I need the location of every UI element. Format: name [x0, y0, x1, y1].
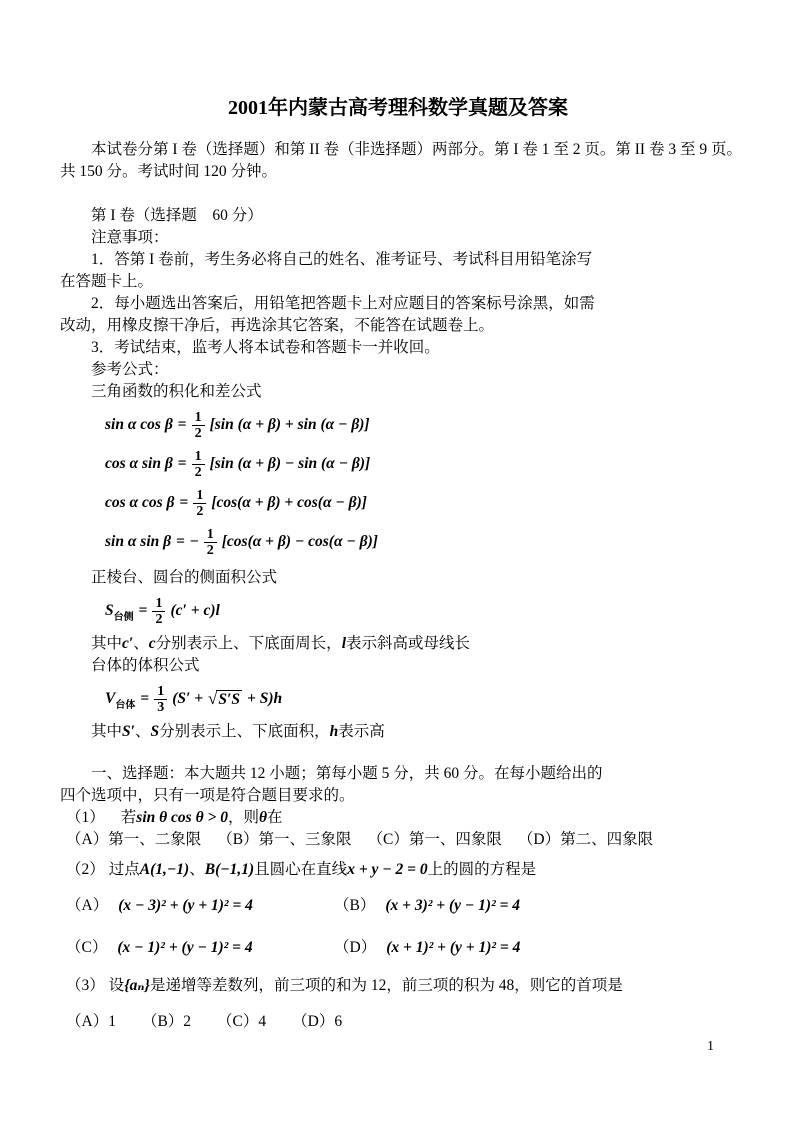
lateral-area-heading: 正棱台、圆台的侧面积公式 — [91, 569, 278, 586]
option-b — [334, 895, 520, 917]
equals-sign: = — [138, 602, 148, 619]
volume-note — [60, 721, 736, 743]
formula-rhs: [cos(α + β) − cos(α − β)] — [221, 533, 378, 550]
fraction-denominator: 2 — [194, 425, 202, 441]
question-3-options — [60, 1011, 736, 1033]
symbol-with-subscript — [105, 690, 136, 711]
trig-formulas-heading: 三角函数的积化和差公式 — [91, 383, 262, 400]
question-math: x + y − 2 = 0 — [347, 861, 428, 878]
note-text: 其中 — [91, 723, 123, 740]
note-text: 分别表示上、下底面积， — [159, 723, 330, 740]
option-formula: (x − 3)² + (y + 1)² = 4 — [118, 897, 253, 914]
reference-heading: 参考公式： — [91, 361, 169, 378]
option-d: （D）第二、四象限 — [517, 831, 654, 848]
question-text: 若 — [120, 809, 137, 826]
option-formula: (x + 1)² + (y + 1)² = 4 — [386, 939, 521, 956]
note-text: 表示斜高或母线长 — [346, 635, 471, 652]
formula-product-to-sum-2 — [105, 447, 736, 481]
formula-lhs: sin α cos β — [105, 416, 173, 433]
formula-product-to-sum-1 — [105, 408, 736, 442]
lateral-area-note — [60, 633, 736, 655]
fraction-denominator: 2 — [155, 611, 163, 627]
volume-heading: 台体的体积公式 — [91, 657, 200, 674]
note-text: 其中 — [91, 635, 123, 652]
question-math: θ — [258, 809, 268, 826]
option-label: （A） — [66, 897, 109, 914]
formula-rhs-left: (S′ + — [172, 690, 204, 707]
intro-line-2: 共 150 分。考试时间 120 分钟。 — [60, 163, 278, 180]
note-text: 分别表示上、下底面周长， — [155, 635, 342, 652]
symbol-with-subscript — [105, 602, 134, 623]
question-1-options — [60, 829, 736, 851]
question-number: （2） — [66, 861, 105, 878]
fraction — [192, 410, 205, 441]
equals-sign: = — [179, 494, 189, 511]
fraction-numerator: 1 — [192, 449, 205, 465]
fraction-numerator: 1 — [192, 410, 205, 426]
formula-product-to-sum-4 — [105, 525, 736, 559]
note-line-1b: 在答题卡上。 — [60, 273, 154, 290]
fraction-denominator: 2 — [206, 542, 214, 558]
option-c — [66, 937, 334, 959]
option-b: （B）第一、三象限 — [217, 831, 352, 848]
equals-sign: = — [176, 533, 185, 550]
formula-lhs: cos α cos β — [105, 494, 175, 511]
option-label: （B） — [334, 897, 376, 914]
option-d: （D）6 — [292, 1013, 343, 1030]
equals-sign: = — [177, 455, 187, 472]
formula-symbol: V — [105, 690, 116, 707]
formula-lateral-area — [105, 594, 736, 628]
question-number: （1） — [66, 809, 105, 826]
fraction-numerator: 1 — [154, 684, 167, 700]
notes-heading: 注意事项： — [91, 229, 169, 246]
question-math: sin θ cos θ > 0 — [136, 809, 228, 826]
page-title: 2001年内蒙古高考理科数学真题及答案 — [228, 97, 568, 119]
question-1 — [60, 807, 736, 829]
sqrt-radical-icon: √ — [208, 688, 218, 708]
question-text: 、 — [189, 861, 205, 878]
math-symbol: l — [341, 635, 346, 652]
math-symbol: S′ — [122, 723, 135, 740]
option-formula: (x + 3)² + (y − 1)² = 4 — [385, 897, 521, 914]
note-line-3: 3．考试结束，监考人将本试卷和答题卡一并收回。 — [91, 339, 440, 356]
option-label: （D） — [334, 939, 377, 956]
formula-rhs: [cos(α + β) + cos(α − β)] — [211, 494, 367, 511]
formula-lhs: cos α sin β — [105, 455, 173, 472]
choice-section-line-2: 四个选项中，只有一项是符合题目要求的。 — [60, 787, 355, 804]
page-number: 1 — [707, 1039, 714, 1054]
option-a: （A）第一、二象限 — [66, 831, 202, 848]
option-b: （B）2 — [141, 1013, 192, 1030]
fraction — [204, 527, 217, 558]
option-label: （C） — [66, 939, 108, 956]
question-text: 且圆心在直线 — [254, 861, 348, 878]
note-text: 、 — [133, 635, 149, 652]
fraction-denominator: 3 — [157, 699, 165, 715]
question-2-options-row-2 — [66, 937, 736, 959]
formula-rhs: (c′ + c)l — [170, 602, 220, 619]
question-text: 在 — [267, 809, 283, 826]
formula-lhs: sin α sin β — [105, 533, 172, 550]
math-symbol: S — [150, 723, 160, 740]
option-a: （A）1 — [66, 1013, 116, 1030]
question-number: （3） — [66, 977, 105, 994]
option-formula: (x − 1)² + (y − 1)² = 4 — [117, 939, 253, 956]
note-line-1a: 1．答第 I 卷前，考生务必将自己的姓名、准考证号、考试科目用铅笔涂写 — [91, 251, 593, 268]
option-c: （C）4 — [217, 1013, 267, 1030]
formula-rhs: [sin (α + β) − sin (α − β)] — [209, 455, 371, 472]
formula-rhs-right: + S)h — [247, 690, 283, 707]
formula-rhs: [sin (α + β) + sin (α − β)] — [209, 416, 370, 433]
note-text: 、 — [135, 723, 151, 740]
option-d — [334, 937, 520, 959]
fraction-numerator: 1 — [193, 488, 206, 504]
option-c: （C）第一、四象限 — [367, 831, 502, 848]
formula-subscript: 台侧 — [113, 612, 134, 623]
equals-sign: = — [140, 690, 150, 707]
fraction-numerator: 1 — [204, 527, 217, 543]
note-text: 表示高 — [338, 723, 385, 740]
square-root — [208, 690, 242, 709]
fraction — [193, 488, 206, 519]
fraction — [192, 449, 205, 480]
math-symbol: c — [148, 635, 156, 652]
fraction — [154, 684, 167, 715]
fraction-denominator: 2 — [196, 503, 204, 519]
question-text: 是递增等差数列，前三项的和为 12，前三项的积为 48，则它的首项是 — [149, 977, 623, 994]
fraction-denominator: 2 — [194, 464, 202, 480]
question-text: 设 — [108, 977, 125, 994]
equals-sign: = — [177, 416, 187, 433]
question-3 — [60, 975, 736, 997]
formula-product-to-sum-3 — [105, 486, 736, 520]
intro-line-1: 本试卷分第 I 卷（选择题）和第 II 卷（非选择题）两部分。第 I 卷 1 至 2 页。第 II 卷 3 至 9 页。 — [91, 141, 742, 158]
question-text: 过点 — [108, 861, 140, 878]
formula-subscript: 台体 — [115, 700, 136, 711]
question-math: {aₙ} — [124, 977, 150, 994]
question-2-options-row-1 — [66, 895, 736, 917]
math-symbol: h — [329, 723, 339, 740]
section1-heading: 第 I 卷（选择题 60 分） — [91, 207, 263, 224]
note-line-2b: 改动，用橡皮擦干净后，再选涂其它答案，不能答在试题卷上。 — [60, 317, 495, 334]
fraction — [152, 596, 165, 627]
question-2 — [60, 859, 736, 881]
fraction-numerator: 1 — [152, 596, 165, 612]
math-symbol: c′ — [122, 635, 134, 652]
question-math: A(1,−1) — [139, 861, 190, 878]
option-a — [66, 895, 334, 917]
sqrt-content: S′S — [218, 690, 240, 708]
question-math: B(−1,1) — [204, 861, 255, 878]
formula-symbol: S — [105, 602, 114, 619]
choice-section-line-1: 一、选择题：本大题共 12 小题；第每小题 5 分，共 60 分。在每小题给出的 — [91, 765, 603, 782]
question-text: ，则 — [227, 809, 259, 826]
question-text: 上的圆的方程是 — [427, 861, 537, 878]
minus-sign: − — [189, 533, 199, 550]
formula-volume — [105, 682, 736, 716]
note-line-2a: 2．每小题选出答案后，用铅笔把答题卡上对应题目的答案标号涂黑，如需 — [91, 295, 595, 312]
